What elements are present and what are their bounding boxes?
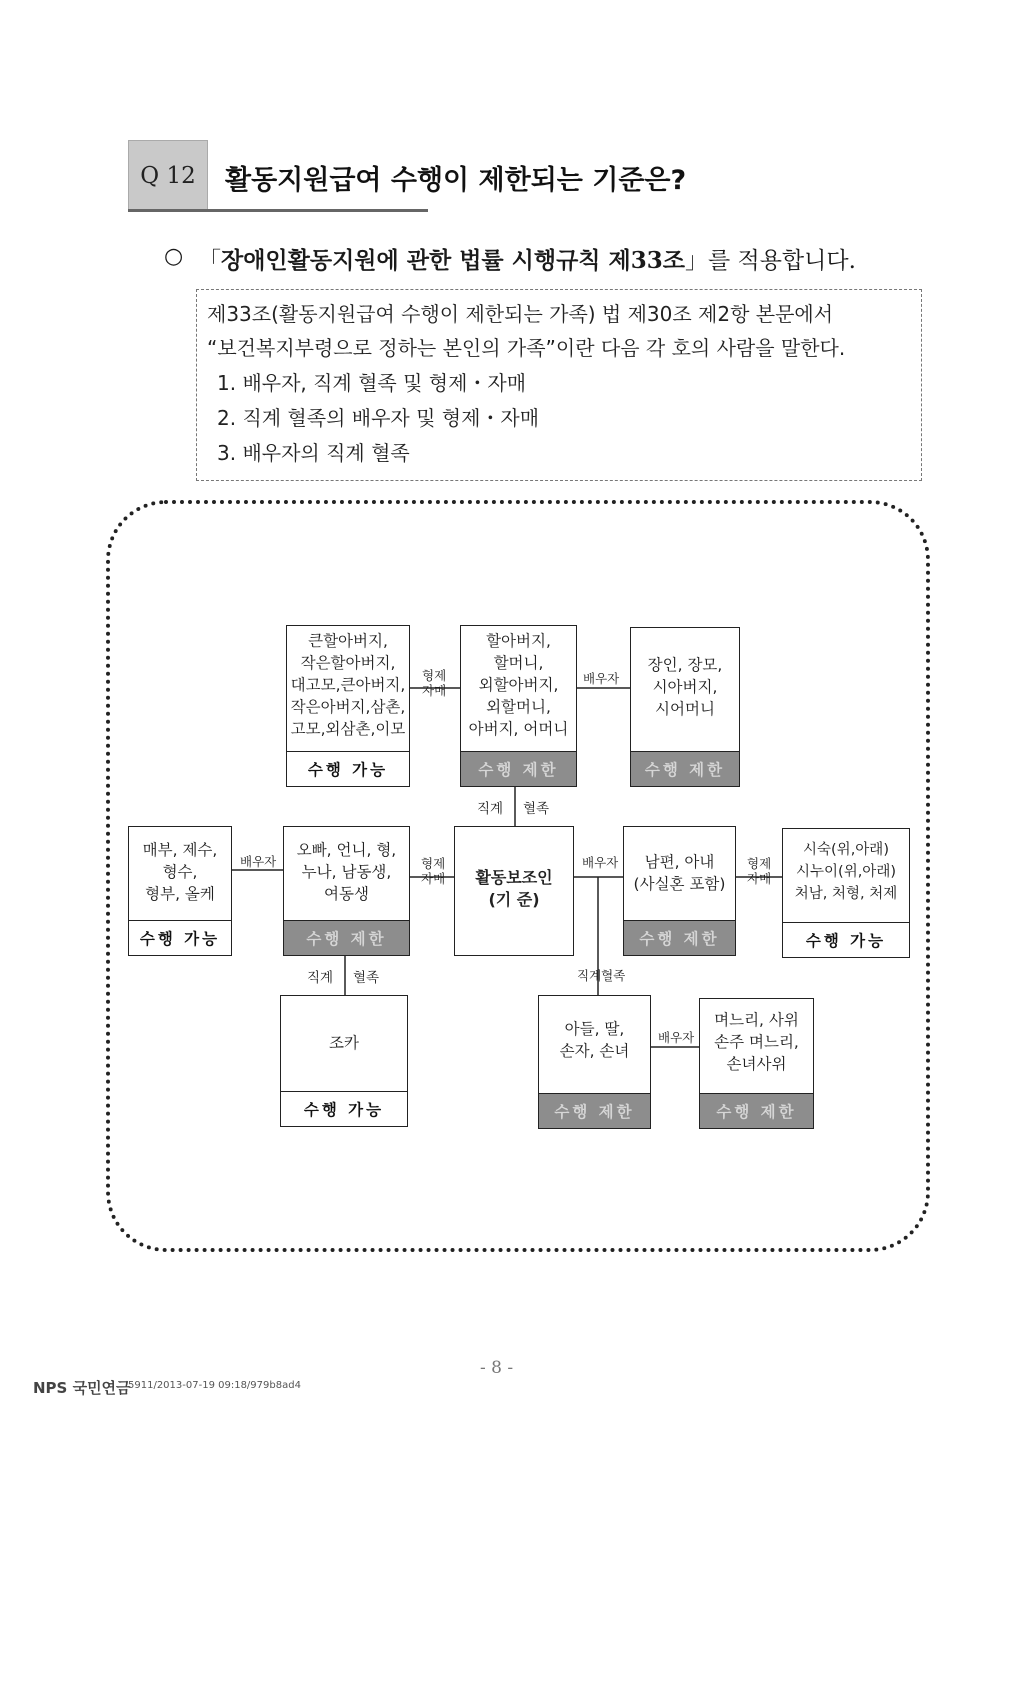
status-limited-badge: 수행 제한: [624, 920, 735, 955]
node-center-caregiver: [454, 826, 574, 956]
question-title: 활동지원급여 수행이 제한되는 기준은?: [225, 165, 687, 196]
status-limited-badge: 수행 제한: [461, 751, 576, 786]
status-possible-badge: 수행 가능: [281, 1091, 407, 1126]
relation-spouse-label: 배우자: [658, 1030, 695, 1045]
node-children: [538, 995, 651, 1129]
law-item: 3. 배우자의 직계 혈족: [217, 441, 410, 465]
print-meta: 5911/2013-07-19 09:18/979b8ad4: [128, 1380, 301, 1391]
relation-spouse-label: 배우자: [583, 671, 620, 686]
page-number: - 8 -: [480, 1358, 514, 1378]
statement-emphasis: 장애인활동지원에 관한 법률 시행규칙 제33조: [221, 247, 685, 274]
law-item: 1. 배우자, 직계 혈족 및 형제・자매: [217, 371, 527, 395]
status-limited-badge: 수행 제한: [284, 920, 409, 955]
node-label: 매부, 제수, 형수, 형부, 올케: [142, 841, 218, 903]
relation-sibling-label: 형제 자매: [422, 668, 447, 698]
node-great-relatives: [286, 625, 410, 787]
node-label: 며느리, 사위 손주 며느리, 손녀사위: [714, 1011, 799, 1073]
relation-blood-label: 혈족: [353, 970, 380, 986]
relation-lineal-label: 직계: [307, 970, 334, 986]
relation-lineal-label: 직계: [477, 801, 504, 817]
node-label: 큰할아버지, 작은할아버지, 대고모,큰아버지, 작은아버지,삼촌, 고모,외삼촌,이모: [290, 632, 406, 738]
law-item: 2. 직계 혈족의 배우자 및 형제・자매: [217, 406, 540, 430]
bullet-icon: ○: [164, 244, 184, 269]
status-possible-badge: 수행 가능: [129, 920, 231, 955]
law-line-2: “보건복지부령으로 정하는 본인의 가족”이란 다음 각 호의 사람을 말한다.: [207, 336, 846, 360]
node-sibling-spouses: [128, 826, 232, 956]
status-limited-badge: 수행 제한: [631, 751, 739, 786]
relation-lineal-blood-label: 직계혈족: [577, 968, 626, 983]
relation-spouse-label: 배우자: [582, 855, 619, 870]
node-grandparents: [460, 625, 577, 787]
nps-logo: NPS 국민연금: [33, 1379, 131, 1397]
status-limited-badge: 수행 제한: [539, 1093, 650, 1128]
node-label: 활동보조인 (기 준): [475, 868, 553, 909]
status-possible-badge: 수행 가능: [783, 922, 909, 957]
node-label: 오빠, 언니, 형, 누나, 남동생, 여동생: [296, 841, 397, 903]
statement-suffix: 」를 적용합니다.: [684, 248, 856, 274]
node-siblings: [283, 826, 410, 956]
node-label: 할아버지, 할머니, 외할아버지, 외할머니, 아버지, 어머니: [468, 632, 569, 738]
node-label: 남편, 아내 (사실혼 포함): [633, 853, 726, 893]
status-limited-badge: 수행 제한: [700, 1093, 813, 1128]
node-label: 아들, 딸, 손자, 손녀: [559, 1020, 630, 1060]
node-nephew: [280, 995, 408, 1127]
node-in-laws: [630, 627, 740, 787]
node-label: 시숙(위,아래) 시누이(위,아래) 처남, 처형, 처제: [794, 842, 898, 902]
question-badge: Q 12: [128, 140, 208, 212]
relation-spouse-label: 배우자: [240, 854, 277, 869]
law-line-1: 제33조(활동지원급여 수행이 제한되는 가족) 법 제30조 제2항 본문에서: [207, 302, 834, 326]
node-spouse-siblings: [782, 828, 910, 958]
relation-sibling-label: 형제 자매: [421, 856, 446, 886]
node-spouse: [623, 826, 736, 956]
node-label: 장인, 장모, 시아버지, 시어머니: [647, 656, 723, 718]
node-label: 조카: [329, 1034, 359, 1052]
relation-blood-label: 혈족: [523, 801, 550, 817]
status-possible-badge: 수행 가능: [287, 751, 409, 786]
node-children-spouses: [699, 998, 814, 1129]
relation-sibling-label: 형제 자매: [747, 856, 772, 886]
statement-prefix: 「: [198, 248, 221, 274]
